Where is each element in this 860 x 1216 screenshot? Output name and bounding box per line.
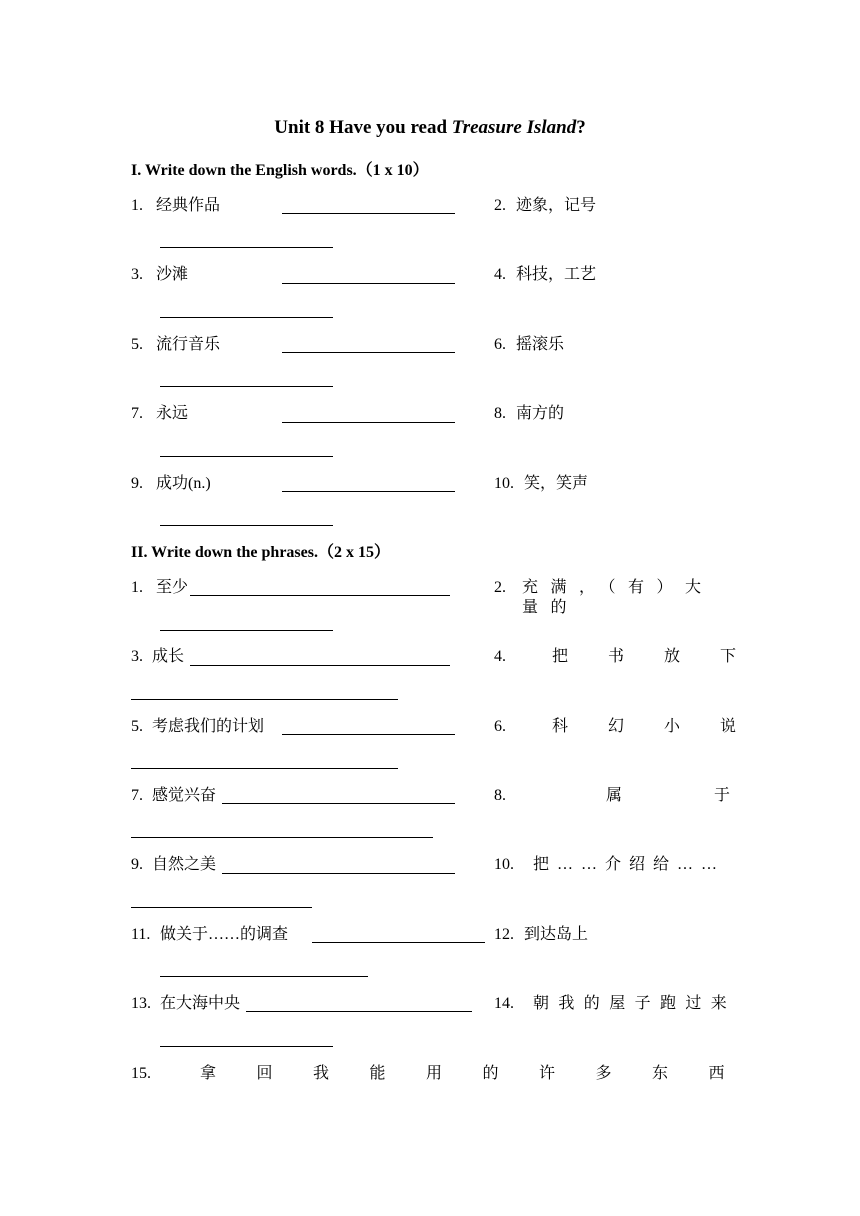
s2-item6-num: 6. xyxy=(494,718,506,735)
s1-item10-text: 笑，笑声 xyxy=(524,475,589,492)
s1-item3-num: 3. xyxy=(131,266,143,283)
title-book-name: Treasure Island xyxy=(451,117,577,138)
s1-item8-num: 8. xyxy=(494,405,506,422)
s2-item2-text xyxy=(522,578,730,618)
s2-item12-num: 12. xyxy=(494,926,514,943)
s2-item12-text: 到达岛上 xyxy=(524,926,589,943)
s2-item13-text: 在大海中央 xyxy=(160,995,241,1012)
s2-item7-text: 感觉兴奋 xyxy=(152,787,217,804)
s2-item2-chars: 充满，（有）大量的 xyxy=(522,579,714,616)
s1-item10-blank[interactable] xyxy=(160,525,333,526)
s2-item10-text: 把……介绍给…… xyxy=(533,856,726,873)
s2-item13-blank[interactable] xyxy=(246,1011,472,1012)
s1-item6-text: 摇滚乐 xyxy=(516,336,565,353)
s1-item6-blank[interactable] xyxy=(160,386,333,387)
s1-item7-num: 7. xyxy=(131,405,143,422)
s1-item3-blank[interactable] xyxy=(282,283,455,284)
s1-item5-blank[interactable] xyxy=(282,352,455,353)
s1-item2-blank[interactable] xyxy=(160,247,333,248)
s2-item11-text: 做关于……的调查 xyxy=(160,926,289,943)
s2-item8-text: 属于 xyxy=(606,787,823,804)
s2-item9-blank[interactable] xyxy=(222,873,455,874)
s2-item7-blank[interactable] xyxy=(222,803,455,804)
s2-item15-text: 拿回我能用的许多东西 xyxy=(200,1065,766,1082)
section1-heading: I. Write down the English words.（1 x 10） xyxy=(131,162,429,179)
s2-item1-blank[interactable] xyxy=(190,595,450,596)
s2-item4-num: 4. xyxy=(494,648,506,665)
s1-item1-num: 1. xyxy=(131,197,143,214)
title-end: ? xyxy=(576,117,586,138)
s2-item9-text: 自然之美 xyxy=(152,856,217,873)
s1-item2-num: 2. xyxy=(494,197,506,214)
s1-item9-blank[interactable] xyxy=(282,491,455,492)
s1-item3-text: 沙滩 xyxy=(156,266,189,283)
s2-item15-num: 15. xyxy=(131,1065,151,1082)
s1-item7-text: 永远 xyxy=(156,405,189,422)
s2-item1-num: 1. xyxy=(131,579,143,596)
s2-item14-num: 14. xyxy=(494,995,514,1012)
s2-item2-blank[interactable] xyxy=(160,630,333,631)
s2-item6-blank[interactable] xyxy=(131,768,398,769)
s2-item1-text: 至少 xyxy=(156,579,189,596)
s1-item4-blank[interactable] xyxy=(160,317,333,318)
s2-item5-blank[interactable] xyxy=(282,734,455,735)
s1-item5-text: 流行音乐 xyxy=(156,336,221,353)
s1-item1-blank[interactable] xyxy=(282,213,455,214)
s2-item5-text: 考虑我们的计划 xyxy=(152,718,265,735)
s1-item2-text: 迹象，记号 xyxy=(516,197,597,214)
s2-item6-text: 科幻小说 xyxy=(552,718,777,735)
title-main: Unit 8 Have you read xyxy=(274,117,452,138)
s2-item14-text: 朝我的屋子跑过来 xyxy=(533,995,737,1012)
s1-item8-text: 南方的 xyxy=(516,405,565,422)
s2-item11-num: 11. xyxy=(131,926,151,943)
s2-item14-blank[interactable] xyxy=(160,1046,333,1047)
s2-item4-text: 把书放下 xyxy=(552,648,777,665)
s2-item10-num: 10. xyxy=(494,856,514,873)
s1-item9-text: 成功(n.) xyxy=(156,475,211,492)
s2-item12-blank[interactable] xyxy=(160,976,368,977)
s1-item5-num: 5. xyxy=(131,336,143,353)
s2-item11-blank[interactable] xyxy=(312,942,485,943)
s2-item8-blank[interactable] xyxy=(131,837,433,838)
section2-heading: II. Write down the phrases.（2 x 15） xyxy=(131,544,390,561)
s2-item2-num: 2. xyxy=(494,579,506,596)
s2-item10-blank[interactable] xyxy=(131,907,312,908)
s1-item10-num: 10. xyxy=(494,475,514,492)
s2-item3-num: 3. xyxy=(131,648,143,665)
s1-item4-num: 4. xyxy=(494,266,506,283)
s2-item5-num: 5. xyxy=(131,718,143,735)
s1-item4-text: 科技，工艺 xyxy=(516,266,597,283)
s2-item7-num: 7. xyxy=(131,787,143,804)
s1-item6-num: 6. xyxy=(494,336,506,353)
s2-item3-text: 成长 xyxy=(152,648,185,665)
s1-item9-num: 9. xyxy=(131,475,143,492)
s1-item7-blank[interactable] xyxy=(282,422,455,423)
s1-item8-blank[interactable] xyxy=(160,456,333,457)
s2-item9-num: 9. xyxy=(131,856,143,873)
s2-item4-blank[interactable] xyxy=(131,699,398,700)
page-title xyxy=(0,116,860,140)
s1-item1-text: 经典作品 xyxy=(156,197,221,214)
s2-item13-num: 13. xyxy=(131,995,151,1012)
s2-item3-blank[interactable] xyxy=(190,665,450,666)
s2-item8-num: 8. xyxy=(494,787,506,804)
